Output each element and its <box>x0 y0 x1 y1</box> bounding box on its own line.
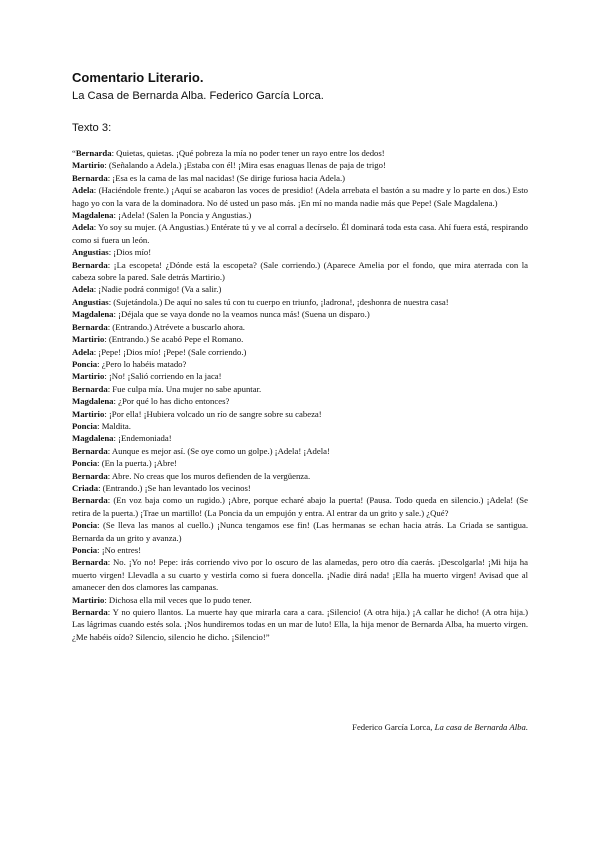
speaker-name: Adela <box>72 185 94 196</box>
speaker-name: Bernarda <box>72 557 108 568</box>
speech-text: : No. ¡Yo no! Pepe: irás corriendo vivo por lo oscuro de las alamedas, pero otro día caerás. ¡Descolgarla! ¡Mi hija ha muerto virgen! Llevadla a su cuarto y vestirla como si fuera doncella. ¡Nadie dirá nada! ¡Ella ha muerto virgen! Avisad que al amanecer den dos clamores las campanas. <box>72 557 528 593</box>
speaker-name: Magdalena <box>72 433 114 444</box>
dialogue-line <box>72 370 528 382</box>
speech-text: : ¡Por ella! ¡Hubiera volcado un río de sangre sobre su cabeza! <box>104 408 322 419</box>
dialogue-line <box>72 606 528 643</box>
dialogue-text <box>72 147 528 643</box>
speech-text: : (Entrando.) ¡Se han levantado los vecinos! <box>98 482 251 493</box>
speech-text: : Maldita. <box>97 420 131 431</box>
speaker-name: Martirio <box>72 408 105 419</box>
speaker-name: Bernarda <box>72 172 108 183</box>
speech-text: : ¿Pero lo habéis matado? <box>97 358 187 369</box>
dialogue-line <box>72 172 528 184</box>
speaker-name: Bernarda <box>72 383 108 394</box>
speaker-name: Martirio <box>72 371 105 382</box>
dialogue-line <box>72 296 528 308</box>
speech-text: : ¡Déjala que se vaya donde no la veamos nunca más! (Suena un disparo.) <box>113 309 370 320</box>
dialogue-line <box>72 395 528 407</box>
speech-text: : ¡Adela! (Salen la Poncia y Angustias.) <box>113 210 252 221</box>
speech-text: : Fue culpa mía. Una mujer no sabe apuntar. <box>107 383 262 394</box>
dialogue-line <box>72 221 528 246</box>
dialogue-line <box>72 482 528 494</box>
dialogue-line <box>72 358 528 370</box>
dialogue-line <box>72 321 528 333</box>
speech-text: : (Sujetándola.) De aquí no sales tú con tu cuerpo en triunfo, ¡ladrona!, ¡deshonra de nuestra casa! <box>108 296 449 307</box>
speech-text: : (Haciéndole frente.) ¡Aquí se acabaron las voces de presidio! (Adela arrebata el bastón a su madre y lo parte en dos.) Esto hago yo con la vara de la dominadora. No dé usted un paso más. ¡En mí no manda nadie más que Pepe! (Sale Magdalena.) <box>72 185 528 208</box>
speaker-name: Poncia <box>72 358 98 369</box>
speech-text: : ¡Nadie podrá conmigo! (Va a salir.) <box>93 284 222 295</box>
speech-text: : Yo soy su mujer. (A Angustias.) Entérate tú y ve al corral a decírselo. Él dominará toda esta casa. Ahí fuera está, respirando como si fuera un león. <box>72 222 528 245</box>
speaker-name: Martirio <box>72 594 105 605</box>
document-subtitle: La Casa de Bernarda Alba. Federico García Lorca. <box>72 90 324 102</box>
speech-text: : ¡No entres! <box>97 545 142 555</box>
speaker-name: Adela <box>72 346 94 357</box>
document-title: Comentario Literario. <box>72 70 204 85</box>
speech-text: : (Entrando.) Se acabó Pepe el Romano. <box>104 334 244 345</box>
speaker-name: Poncia <box>72 520 98 531</box>
speaker-name: Magdalena <box>72 210 114 221</box>
speech-text: : (Señalando a Adela.) ¡Estaba con él! ¡Mira esas enaguas llenas de paja de trigo! <box>104 160 386 171</box>
speaker-name: Angustias <box>72 296 109 307</box>
speaker-name: Poncia <box>72 420 98 431</box>
speaker-name: Adela <box>72 222 94 233</box>
dialogue-line <box>72 246 528 258</box>
speaker-name: Bernarda <box>72 445 108 456</box>
speech-text: : (Entrando.) Atrévete a buscarlo ahora. <box>107 321 245 332</box>
dialogue-line <box>72 209 528 221</box>
dialogue-line <box>72 494 528 519</box>
speech-text: : ¡Dios mío! <box>108 247 152 258</box>
dialogue-line <box>72 470 528 482</box>
dialogue-line <box>72 147 528 159</box>
opening-quote: “ <box>72 148 76 158</box>
dialogue-line <box>72 283 528 295</box>
speaker-name: Criada <box>72 482 99 493</box>
dialogue-line <box>72 544 528 556</box>
speech-text: : (En la puerta.) ¡Abre! <box>97 458 177 469</box>
speech-text: : Quietas, quietas. ¡Qué pobreza la mía no poder tener un rayo entre los dedos! <box>111 148 385 158</box>
speech-text: : (Se lleva las manos al cuello.) ¡Nunca tengamos ese fin! (Las hermanas se echan hacia atrás. La Criada se santigua. Bernarda da un grito y avanza.) <box>72 520 528 543</box>
dialogue-line <box>72 383 528 395</box>
speech-text: : Dichosa ella mil veces que lo pudo tener. <box>104 594 252 605</box>
speech-text: : ¡La escopeta! ¿Dónde está la escopeta? (Sale corriendo.) (Aparece Amelia por el fondo, que mira aterrada con la cabeza sobre la pared. Sale detrás Martirio.) <box>72 259 528 283</box>
speech-text: : ¡No! ¡Salió corriendo en la jaca! <box>104 371 222 382</box>
speaker-name: Magdalena <box>72 396 114 407</box>
dialogue-line <box>72 159 528 171</box>
dialogue-line <box>72 445 528 457</box>
section-label: Texto 3: <box>72 122 112 134</box>
speaker-name: Bernarda <box>72 321 108 332</box>
dialogue-line <box>72 519 528 544</box>
speaker-name: Poncia <box>72 545 98 555</box>
dialogue-line <box>72 333 528 345</box>
dialogue-line <box>72 184 528 209</box>
speech-text: : (En voz baja como un rugido.) ¡Abre, porque echaré abajo la puerta! (Pausa. Todo queda en silencio.) ¡Adela! (Se retira de la puerta.) ¡Trae un martillo! (La Poncia da un empujón y entra. Al entrar da un grito y sale.) ¿Qué? <box>72 495 528 518</box>
dialogue-line <box>72 259 528 284</box>
speaker-name: Magdalena <box>72 309 114 320</box>
speaker-name: Adela <box>72 284 94 295</box>
speaker-name: Poncia <box>72 458 98 469</box>
dialogue-line <box>72 457 528 469</box>
dialogue-line <box>72 432 528 444</box>
speech-text: : ¡Pepe! ¡Dios mío! ¡Pepe! (Sale corriendo.) <box>93 346 247 357</box>
signature-work: La casa de Bernarda Alba. <box>434 722 528 732</box>
speech-text: : Abre. No creas que los muros defienden de la vergüenza. <box>107 470 311 481</box>
speech-text: : Y no quiero llantos. La muerte hay que mirarla cara a cara. ¡Silencio! (A otra hija.) ¡A callar he dicho! (A otra hija.) Las lágrimas cuando estés sola. ¡Nos hundiremos todas en un mar de luto! Ella, la hija menor de Bernarda Alba, ha muerto virgen. ¿Me habéis oído? Silencio, silencio he dicho. ¡Silencio!” <box>72 607 528 642</box>
speaker-name: Bernarda <box>72 259 108 270</box>
speaker-name: Martirio <box>72 334 105 345</box>
speaker-name: Bernarda <box>72 495 108 506</box>
dialogue-line <box>72 594 528 606</box>
speaker-name: Martirio <box>72 160 105 171</box>
dialogue-line <box>72 556 528 593</box>
dialogue-line <box>72 346 528 358</box>
speech-text: : ¿Por qué lo has dicho entonces? <box>113 396 230 407</box>
speech-text: : ¡Esa es la cama de las mal nacidas! (Se dirige furiosa hacia Adela.) <box>107 172 346 183</box>
speaker-name: Bernarda <box>75 148 112 158</box>
speech-text: : ¡Endemoniada! <box>113 433 172 444</box>
signature-author: Federico García Lorca, <box>352 722 433 732</box>
dialogue-line <box>72 408 528 420</box>
speaker-name: Bernarda <box>72 470 108 481</box>
speaker-name: Angustias <box>72 247 109 258</box>
dialogue-line <box>72 420 528 432</box>
speaker-name: Bernarda <box>72 607 108 618</box>
signature <box>352 722 528 732</box>
dialogue-line <box>72 308 528 320</box>
speech-text: : Aunque es mejor así. (Se oye como un golpe.) ¡Adela! ¡Adela! <box>107 445 330 456</box>
